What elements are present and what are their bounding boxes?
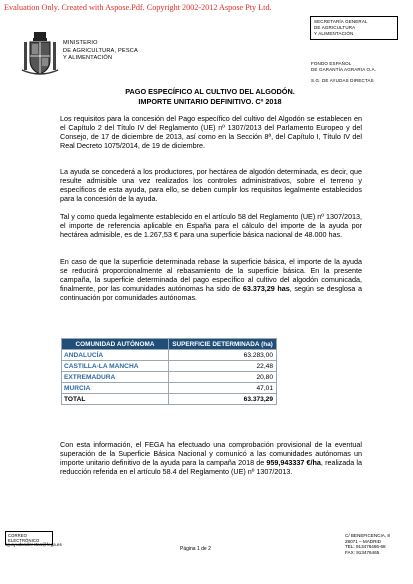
- paragraph-surface: En caso de que la superficie determinada rebase la superficie básica, el importe de la ayuda se reducirá proporcionalmente al rebasamiento de la superficie básica. En la presente campaña, la superficie determinada del pago específico al cultivo del algodón comunicada, finalmente, por las comunidades autónomas ha sido de 63.373,29 has, según se desglosa a continuación por comunidades autónomas.: [60, 257, 363, 303]
- postal-address: C/ BENEFICENCIA, 8 28071 – MADRID TEL: 913476466-68 FAX: 913476465: [345, 533, 390, 556]
- evaluation-watermark: Evaluation Only. Created with Aspose.Pdf. Copyright 2002-2012 Aspose Pty Ltd.: [4, 3, 272, 12]
- table-row: [62, 350, 277, 361]
- email-address: sg.ayudasdirectas@fega.es: [5, 542, 62, 547]
- region-cell: CASTILLA-LA MANCHA: [62, 361, 169, 372]
- table-row: [62, 361, 277, 372]
- total-label: TOTAL: [62, 394, 169, 405]
- table-row: [62, 372, 277, 383]
- secretariat-box: [310, 16, 398, 40]
- paragraph-concession: La ayuda se concederá a los productores, por hectárea de algodón determinada, es decir, que resulte admisible una vez realizados los controles administrativos, sobre el terreno y específicos de esta ayuda, para ello, se deben cumplir los requisitos legalmente establecidos para la concesión de la ayuda.: [60, 167, 362, 204]
- page-number: Página 1 de 2: [180, 546, 211, 552]
- region-cell: MURCIA: [62, 383, 169, 394]
- fega-name: FONDO ESPAÑOL DE GARANTÍA AGRARIA O.A.: [311, 61, 377, 72]
- surface-table: [61, 338, 277, 405]
- table-row: [62, 383, 277, 394]
- col-header-surface: SUPERFICIE DETERMINADA (ha): [169, 339, 277, 350]
- region-cell: ANDALUCÍA: [62, 350, 169, 361]
- paragraph-reference-amount: Tal y como queda legalmente establecido en el artículo 58 del Reglamento (UE) nº 1307/2013, el importe de referencia aplicable en España para el cálculo del importe de la ayuda por hectárea admisible, es de 1.267,53 € para una superficie básica nacional de 48.000 has.: [60, 212, 362, 240]
- subdivision-name: S.G. DE AYUDAS DIRECTAS: [311, 78, 374, 83]
- secretariat-label: SECRETARÍA GENERAL DE AGRICULTURA Y ALIMENTACIÓN: [310, 16, 398, 40]
- region-cell: EXTREMADURA: [62, 372, 169, 383]
- ministry-name: MINISTERIO DE AGRICULTURA, PESCA Y ALIMENTACIÓN: [63, 40, 138, 62]
- document-title: PAGO ESPECÍFICO AL CULTIVO DEL ALGODÓN. IMPORTE UNITARIO DEFINITIVO. Cº 2018: [125, 87, 295, 106]
- surface-cell: 22,48: [169, 361, 277, 372]
- surface-cell: 63.283,00: [169, 350, 277, 361]
- surface-cell: 47,01: [169, 383, 277, 394]
- col-header-region: COMUNIDAD AUTÓNOMA: [62, 339, 169, 350]
- table-header-row: [62, 339, 277, 350]
- paragraph-unit-amount: Con esta información, el FEGA ha efectuado una comprobación provisional de la eventual superación de la Superficie Básica Nacional y comunicó a las comunidades autónomas un importe unitario definitivo de la ayuda para la campaña 2018 de 959,943337 €/ha, realizada la reducción referida en el artículo 58.4 del Reglamento (UE) nº 1307/2013.: [60, 440, 363, 477]
- paragraph-requirements: Los requisitos para la concesión del Pago específico del cultivo del Algodón se establecen en el Capítulo 2 del Título IV del Reglamento (UE) nº 1307/2013 del Parlamento Europeo y del Consejo, de 17 de diciembre de 2013, así como en la Sección 8ª, del Capítulo I, Título IV del Real Decreto 1075/2014, de 19 de diciembre.: [60, 114, 362, 151]
- surface-cell: 20,80: [169, 372, 277, 383]
- table-total-row: [62, 394, 277, 405]
- total-value: 63.373,29: [169, 394, 277, 405]
- coat-of-arms-logo: [20, 30, 60, 78]
- email-label-box: CORREO ELECTRÓNICO: [5, 531, 53, 545]
